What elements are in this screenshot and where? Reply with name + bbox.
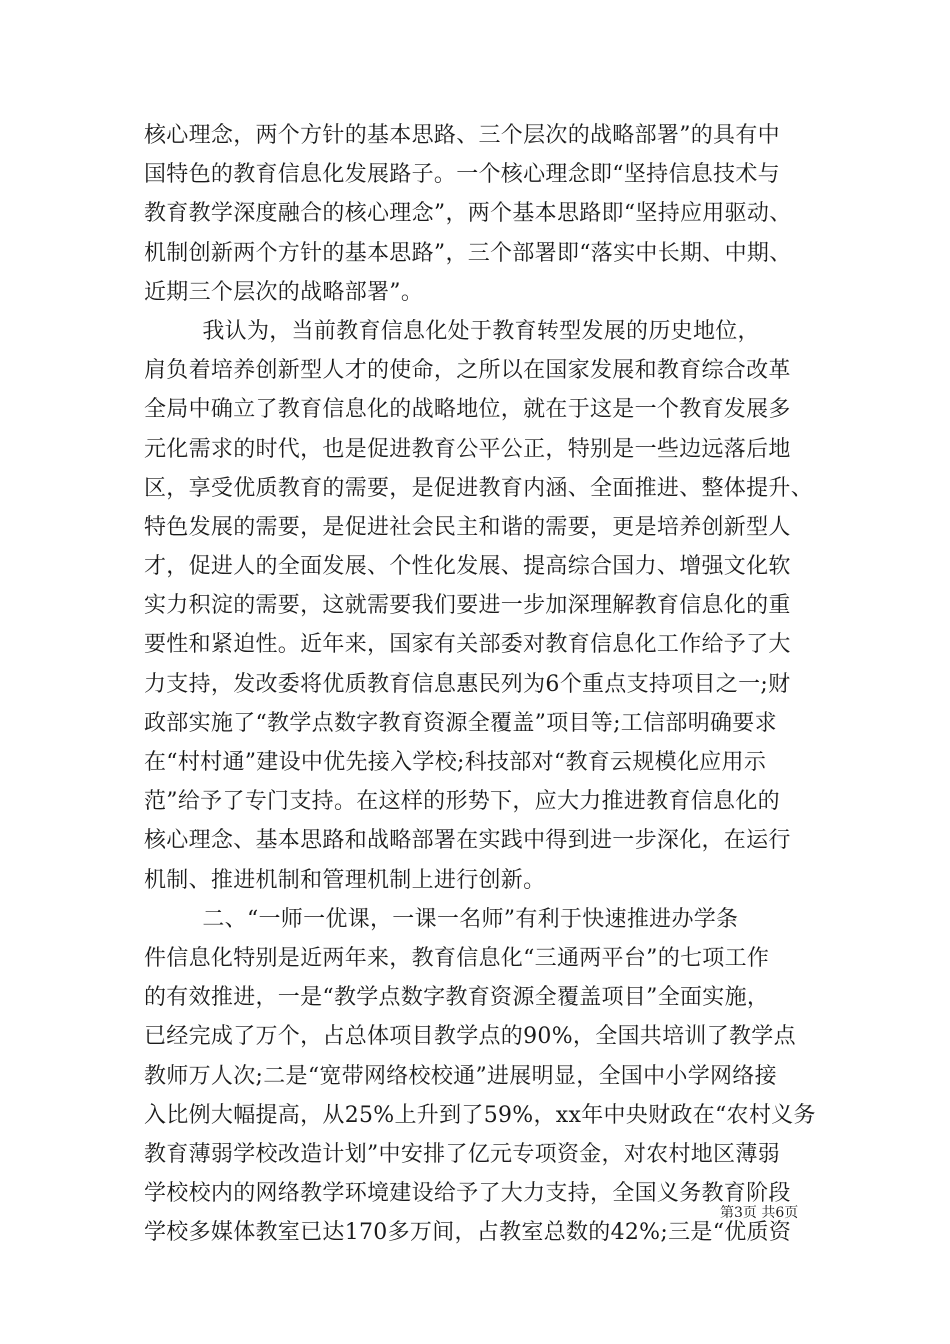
text-line: 才，促进人的全面发展、个性化发展、提高综合国力、增强文化软 <box>144 554 791 580</box>
text-line: 元化需求的时代，也是促进教育公平公正，特别是一些边远落后地 <box>144 436 791 462</box>
text-line: 核心理念、基本思路和战略部署在实践中得到进一步深化，在运行 <box>144 828 791 854</box>
text-line: 的有效推进，一是“教学点数字教育资源全覆盖项目”全面实施， <box>144 985 770 1011</box>
document-body <box>144 116 824 1252</box>
text-line: 教育教学深度融合的核心理念”，两个基本思路即“坚持应用驱动、 <box>144 201 792 227</box>
text-line: 要性和紧迫性。近年来，国家有关部委对教育信息化工作给予了大 <box>144 632 791 658</box>
text-line: 近期三个层次的战略部署”。 <box>144 279 424 305</box>
text-line: 我认为，当前教育信息化处于教育转型发展的历史地位， <box>144 318 760 344</box>
text-line: 学校校内的网络教学环境建设给予了大力支持，全国义务教育阶段 <box>144 1181 791 1207</box>
text-line: 机制创新两个方针的基本思路”，三个部署即“落实中长期、中期、 <box>144 240 792 266</box>
text-line: 国特色的教育信息化发展路子。一个核心理念即“坚持信息技术与 <box>144 162 780 188</box>
text-line: 肩负着培养创新型人才的使命，之所以在国家发展和教育综合改革 <box>144 358 791 384</box>
text-line: 教师万人次;二是“宽带网络校校通”进展明显，全国中小学网络接 <box>144 1063 777 1089</box>
text-line: 全局中确立了教育信息化的战略地位，就在于这是一个教育发展多 <box>144 397 791 423</box>
text-line: 教育薄弱学校改造计划”中安排了亿元专项资金，对农村地区薄弱 <box>144 1141 780 1167</box>
text-line: 在“村村通”建设中优先接入学校;科技部对“教育云规模化应用示 <box>144 750 767 775</box>
text-line: 核心理念，两个方针的基本思路、三个层次的战略部署”的具有中 <box>144 123 780 148</box>
text-line: 区，享受优质教育的需要，是促进教育内涵、全面推进、整体提升、 <box>144 475 814 501</box>
text-line: 件信息化特别是近两年来，教育信息化“三通两平台”的七项工作 <box>144 945 770 971</box>
text-line: 力支持，发改委将优质教育信息惠民列为6个重点支持项目之一;财 <box>144 671 791 697</box>
text-line: 机制、推进机制和管理机制上进行创新。 <box>144 867 546 893</box>
text-line: 学校多媒体教室已达170多万间，占教室总数的42%;三是“优质资 <box>144 1220 792 1246</box>
text-line: 实力积淀的需要，这就需要我们要进一步加深理解教育信息化的重 <box>144 593 791 619</box>
text-line: 政部实施了“教学点数字教育资源全覆盖”项目等;工信部明确要求 <box>144 710 777 736</box>
text-line: 入比例大幅提高，从25%上升到了59%，xx年中央财政在“农村义务 <box>144 1102 816 1128</box>
text-line: 特色发展的需要，是促进社会民主和谐的需要，更是培养创新型人 <box>144 514 791 540</box>
text-line: 已经完成了万个，占总体项目教学点的90%，全国共培训了教学点 <box>144 1024 796 1050</box>
text-line: 范”给予了专门支持。在这样的形势下，应大力推进教育信息化的 <box>144 789 780 815</box>
page-number-footer: 第3页 共6页 <box>720 1205 799 1221</box>
text-line: 二、“一师一优课，一课一名师”有利于快速推进办学条 <box>144 906 739 932</box>
